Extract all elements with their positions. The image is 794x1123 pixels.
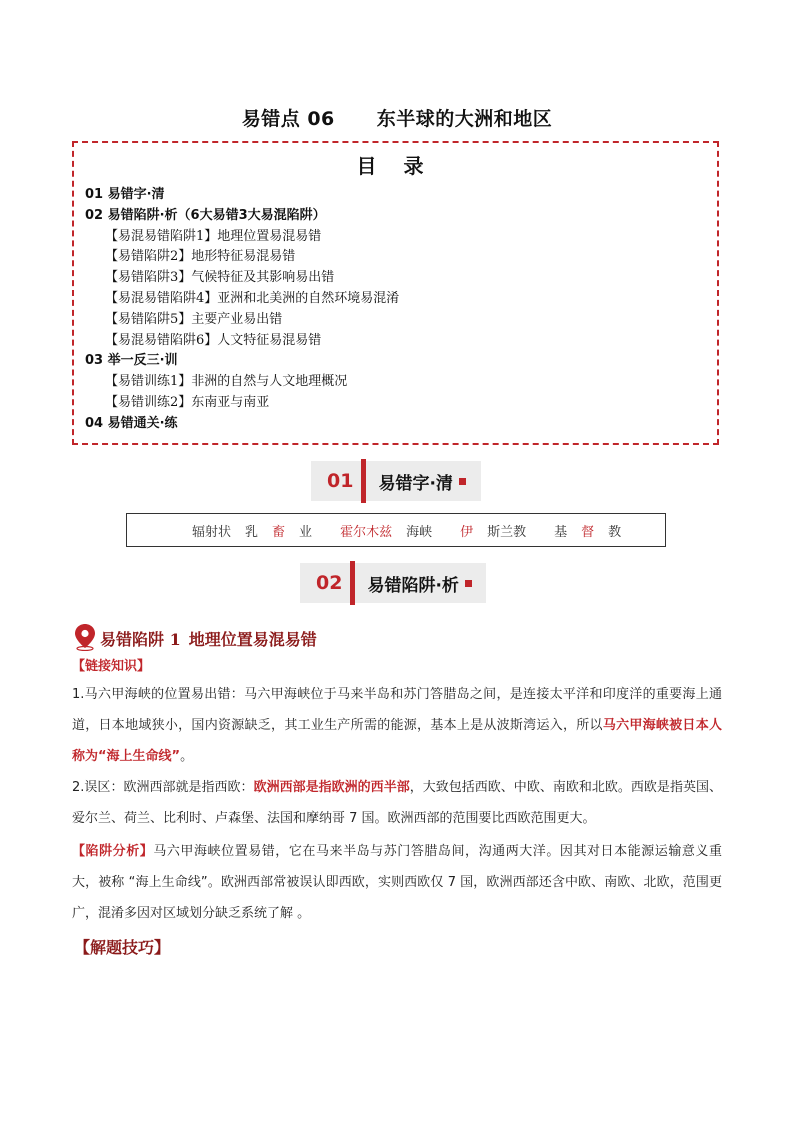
word-item: 乳 畜 业 <box>245 524 313 540</box>
square-bullet-icon <box>465 580 472 587</box>
section-number: 02 <box>316 572 343 594</box>
paragraph-2: 2.误区：欧洲西部就是指西欧：欧洲西部是指欧洲的西半部，大致包括西欧、中欧、南欧和北欧。西欧是指英国、爱尔兰、荷兰、比利时、卢森堡、法国和摩纳哥 7 国。欧洲西部的范围要比西欧范围更大。 <box>72 780 722 826</box>
section-label: 易错字·清 <box>378 473 453 494</box>
section-banner-02 <box>300 563 486 603</box>
toc-item[interactable]: 01 易错字·清 <box>85 187 165 202</box>
error-prone-words-box <box>126 513 666 547</box>
toc-item[interactable]: 04 易错通关·练 <box>85 415 178 431</box>
paragraph-1: 1.马六甲海峡的位置易出错：马六甲海峡位于马来半岛和苏门答腊岛之间，是连接太平洋和印度洋的重要海上通道，日本地域狭小，国内资源缺乏，其工业生产所需的能源，基本上是从波斯湾运入，所以马六甲海峡被日本人称为“海上生命线”。 <box>72 687 722 764</box>
toc-subitem[interactable]: 【易错陷阱3】气候特征及其影响易出错 <box>105 270 335 286</box>
document-title <box>0 104 794 131</box>
trap-title: 易错陷阱 1 地理位置易混易错 <box>100 630 317 649</box>
section-divider-bar <box>361 459 366 503</box>
word-item: 基 督 教 <box>554 524 622 540</box>
word-item: 辐射状 <box>192 524 232 540</box>
toc-subitem[interactable]: 【易错训练1】非洲的自然与人文地理概况 <box>105 374 348 390</box>
section-divider-bar <box>350 561 355 605</box>
word-item: 霍尔木兹 海峡 <box>340 524 433 540</box>
trap-heading <box>72 623 317 651</box>
toc-subitem[interactable]: 【易混易错陷阱4】亚洲和北美洲的自然环境易混淆 <box>105 290 400 306</box>
toc-subitem[interactable]: 【易错陷阱2】地形特征易混易错 <box>105 249 296 265</box>
word-item: 伊 斯兰教 <box>460 524 527 540</box>
document-title-prefix: 易错点 06 <box>241 108 335 130</box>
solving-tips-heading: 【解题技巧】 <box>74 938 171 957</box>
location-pin-icon <box>72 623 98 651</box>
section-number: 01 <box>327 470 354 492</box>
square-bullet-icon <box>459 478 466 485</box>
trap-analysis-tag: 【陷阱分析】 <box>72 844 154 859</box>
toc-subitem[interactable]: 【易混易错陷阱1】地理位置易混易错 <box>105 228 322 244</box>
section-label: 易错陷阱·析 <box>367 575 459 596</box>
trap-analysis-paragraph: 【陷阱分析】马六甲海峡位置易错，它在马来半岛与苏门答腊岛间，沟通两大洋。因其对日本能源运输意义重大，被称 “海上生命线”。欧洲西部常被误认即西欧，实则西欧仅 7 国，欧洲西部还含中欧、南欧、北欧，范围更广，混淆多因对区域划分缺乏系统了解 。 <box>72 844 722 921</box>
toc-subitem[interactable]: 【易错训练2】东南亚与南亚 <box>105 394 270 410</box>
link-knowledge-tag: 【链接知识】 <box>72 659 151 674</box>
toc-item[interactable]: 02 易错陷阱·析（6大易错3大易混陷阱） <box>85 207 326 223</box>
toc-item[interactable]: 03 举一反三·训 <box>85 353 178 369</box>
toc-heading: 目 录 <box>356 154 434 178</box>
section-banner-01 <box>311 461 481 501</box>
toc-subitem[interactable]: 【易错陷阱5】主要产业易出错 <box>105 311 283 327</box>
table-of-contents <box>72 141 719 445</box>
document-title-topic: 东半球的大洲和地区 <box>376 108 553 130</box>
toc-subitem[interactable]: 【易混易错陷阱6】人文特征易混易错 <box>105 332 322 348</box>
